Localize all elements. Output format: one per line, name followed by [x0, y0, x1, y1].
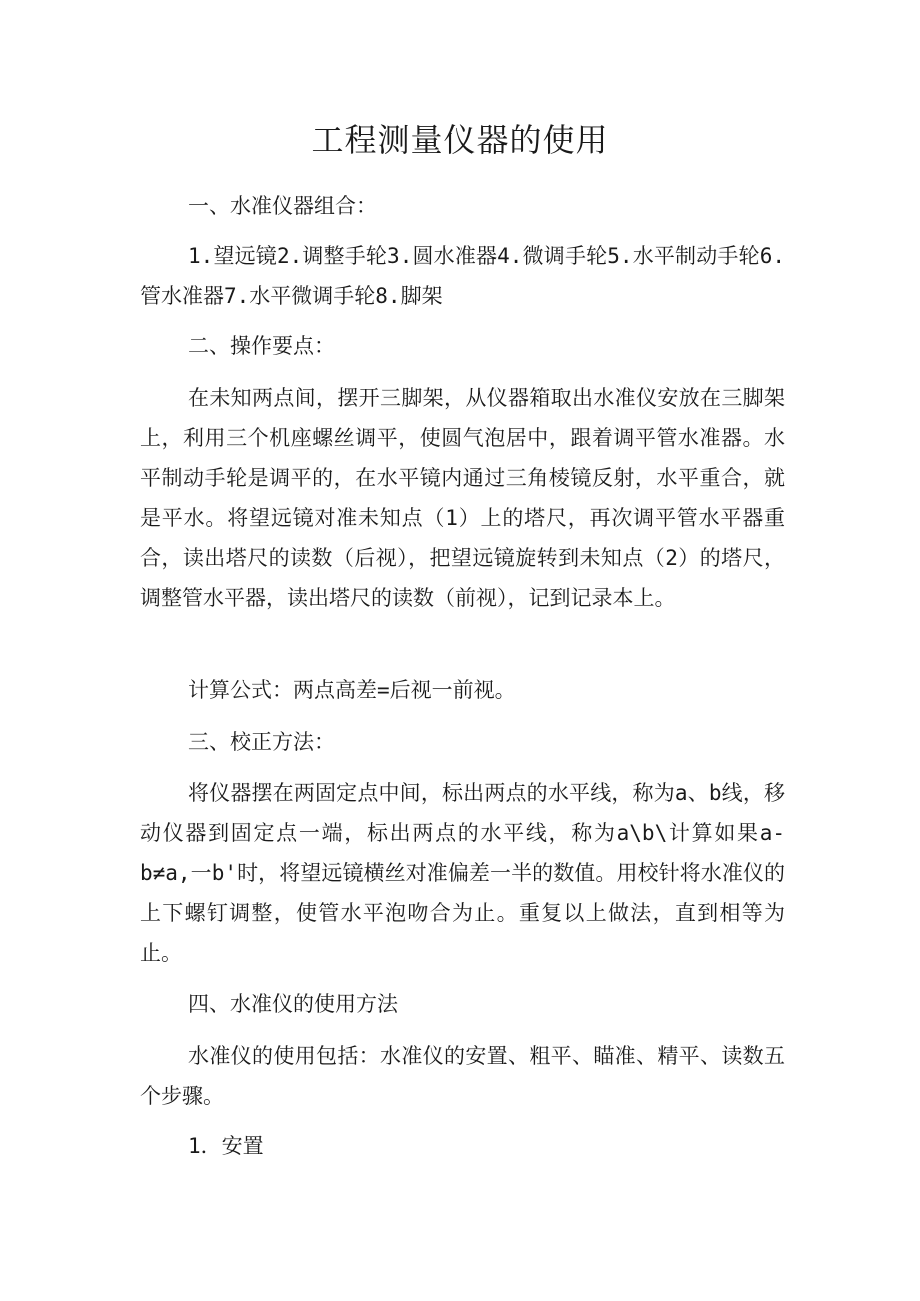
step-1-heading: 1．安置 — [188, 1134, 264, 1158]
section-2-heading: 二、操作要点： — [188, 334, 335, 358]
section-3-heading: 三、校正方法： — [188, 730, 335, 754]
document-title: 工程测量仪器的使用 — [311, 121, 609, 159]
section-4-heading: 四、水准仪的使用方法 — [188, 992, 398, 1016]
section-1-heading: 一、水准仪器组合： — [188, 194, 377, 218]
section-3-body: 将仪器摆在两固定点中间，标出两点的水平线，称为a、b线，移动仪器到固定点一端，标出两点的水平线，称为a\b\计算如果a-b≠a,一b'时，将望远镜横丝对准偏差一半的数值。用校针将水准仪的上下螺钉调整，使管水平泡吻合为止。重复以上做法，直到相等为止。 — [140, 781, 785, 965]
section-4-body: 水准仪的使用包括：水准仪的安置、粗平、瞄准、精平、读数五个步骤。 — [140, 1044, 785, 1108]
section-1-body: 1.望远镜2.调整手轮3.圆水准器4.微调手轮5.水平制动手轮6.管水准器7.水平微调手轮8.脚架 — [140, 244, 785, 308]
formula-text: 计算公式：两点高差=后视一前视。 — [188, 678, 516, 702]
section-2-body: 在未知两点间，摆开三脚架，从仪器箱取出水准仪安放在三脚架上，利用三个机座螺丝调平，使圆气泡居中，跟着调平管水准器。水平制动手轮是调平的，在水平镜内通过三角棱镜反射，水平重合，就是平水。将望远镜对准未知点（1）上的塔尺，再次调平管水平器重合，读出塔尺的读数（后视），把望远镜旋转到未知点（2）的塔尺，调整管水平器，读出塔尺的读数（前视），记到记录本上。 — [140, 386, 785, 610]
